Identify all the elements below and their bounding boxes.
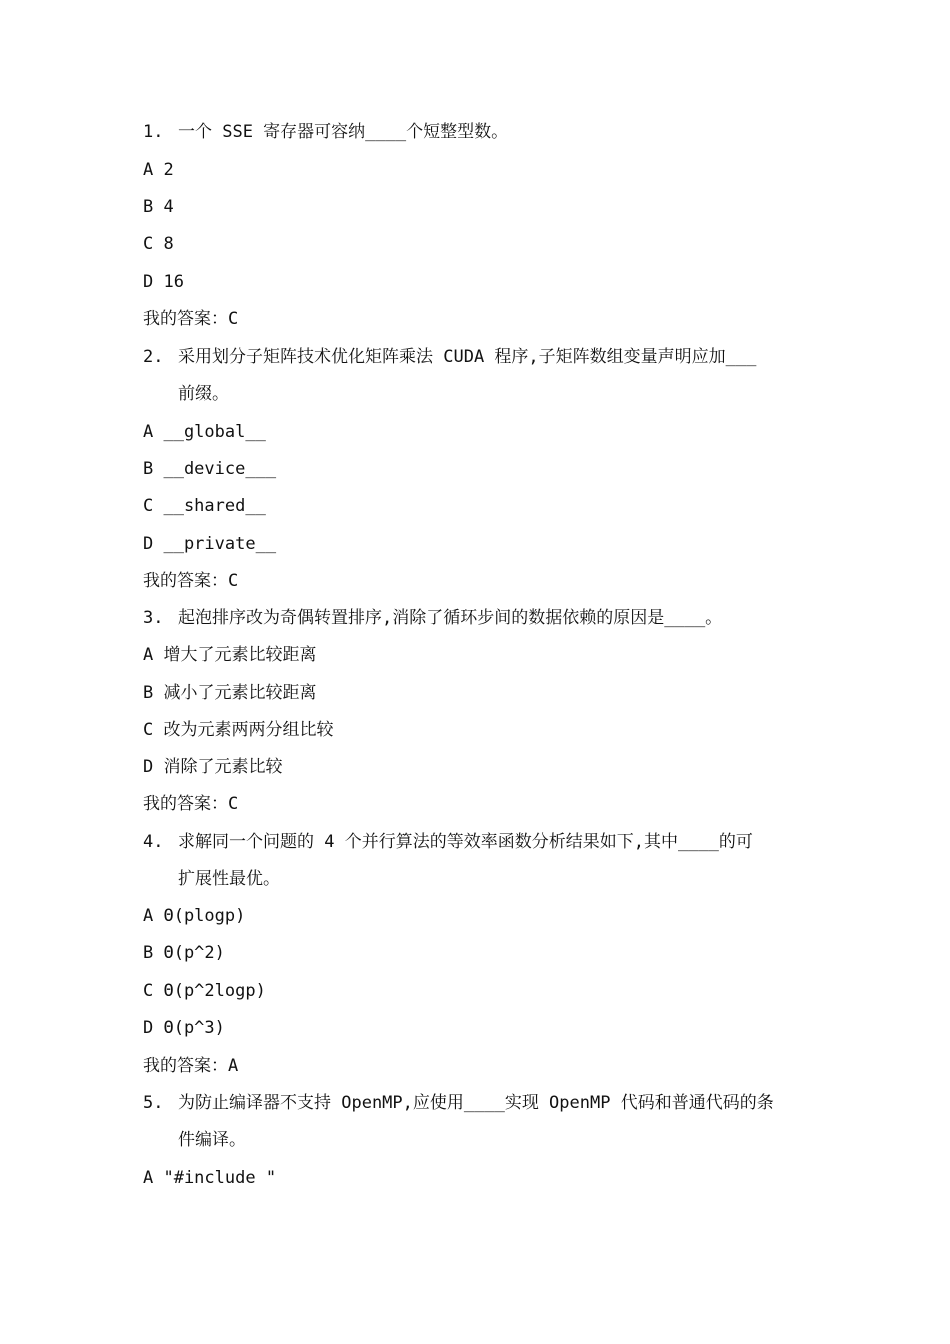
my-answer: 我的答案：C	[143, 794, 239, 814]
question-text: 一个 SSE 寄存器可容纳____个短整型数。	[178, 122, 509, 142]
option-d: D __private__	[143, 534, 277, 554]
option-c: C Θ(p^2logp)	[143, 981, 266, 1001]
option-c: C __shared__	[143, 496, 266, 516]
option-c: C 8	[143, 234, 174, 254]
question-text-continued: 扩展性最优。	[178, 869, 280, 889]
question-number: 3.	[143, 608, 164, 628]
option-b: B Θ(p^2)	[143, 943, 225, 963]
option-c: C 改为元素两两分组比较	[143, 720, 334, 740]
question-text: 采用划分子矩阵技术优化矩阵乘法 CUDA 程序,子矩阵数组变量声明应加___	[178, 347, 757, 367]
option-a: A 2	[143, 160, 174, 180]
option-b: B __device___	[143, 459, 277, 479]
question-number: 2.	[143, 347, 164, 367]
question-text: 起泡排序改为奇偶转置排序,消除了循环步间的数据依赖的原因是____。	[178, 608, 723, 628]
question-text-continued: 件编译。	[178, 1130, 246, 1150]
my-answer: 我的答案：C	[143, 309, 239, 329]
question-text-continued: 前缀。	[178, 384, 229, 404]
question-text: 求解同一个问题的 4 个并行算法的等效率函数分析结果如下,其中____的可	[178, 832, 753, 852]
option-d: D 消除了元素比较	[143, 757, 283, 777]
question-number: 4.	[143, 832, 164, 852]
option-d: D 16	[143, 272, 184, 292]
option-a: A __global__	[143, 422, 266, 442]
question-text: 为防止编译器不支持 OpenMP,应使用____实现 OpenMP 代码和普通代码的条	[178, 1093, 774, 1113]
question-number: 1.	[143, 122, 164, 142]
option-a: A Θ(plogp)	[143, 906, 246, 926]
my-answer: 我的答案：C	[143, 571, 239, 591]
option-a: A 增大了元素比较距离	[143, 645, 317, 665]
option-b: B 减小了元素比较距离	[143, 683, 317, 703]
option-b: B 4	[143, 197, 174, 217]
option-d: D Θ(p^3)	[143, 1018, 225, 1038]
option-a: A "#include "	[143, 1168, 277, 1188]
question-number: 5.	[143, 1093, 164, 1113]
my-answer: 我的答案：A	[143, 1056, 239, 1076]
